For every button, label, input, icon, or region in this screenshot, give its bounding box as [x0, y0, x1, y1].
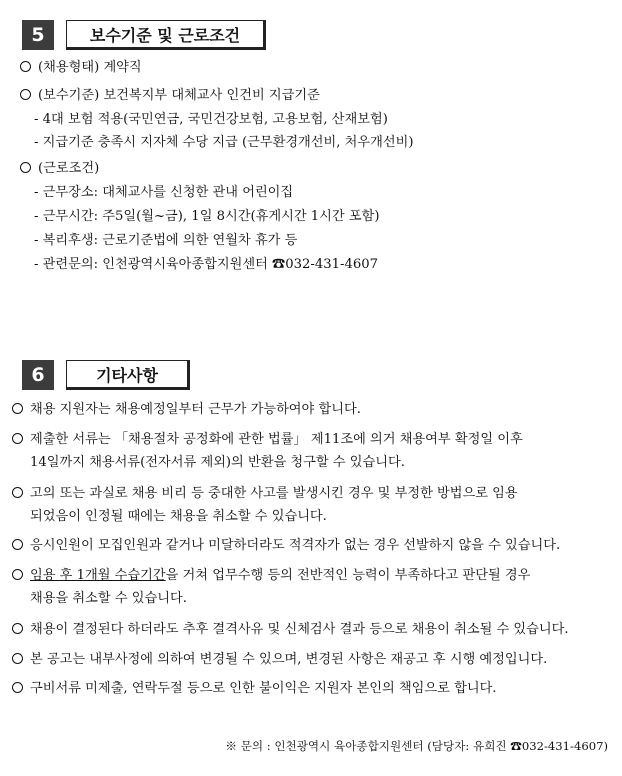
item-text: - 근무장소: 대체교사를 신청한 관내 어린이집 [34, 185, 294, 200]
item-text: 채용이 결정된다 하더라도 추후 결격사유 및 신체검사 결과 등으로 채용이 취소될 수 있습니다. [30, 622, 569, 637]
list-item [34, 183, 293, 203]
item-underlined-text: 임용 후 1개월 수습기간 [30, 568, 166, 583]
section-5-header [22, 20, 266, 50]
list-item [20, 159, 99, 179]
circle-bullet-icon [20, 61, 31, 72]
contact-note: ※ 문의 : 인천광역시 육아종합지원센터 (담당자: 유희진 ☎032-431-4607) [225, 739, 608, 753]
circle-bullet-icon [12, 487, 23, 498]
item-text: - 4대 보험 적용(국민연금, 국민건강보험, 고용보험, 산재보험) [34, 112, 388, 127]
list-item [34, 231, 297, 251]
item-text: 구비서류 미제출, 연락두절 등으로 인한 불이익은 지원자 본인의 책임으로 합니다. [30, 681, 497, 696]
section-6-number: 6 [22, 360, 54, 390]
circle-bullet-icon [20, 89, 31, 100]
item-text: - 지급기준 충족시 지자체 수당 지급 (근무환경개선비, 처우개선비) [34, 135, 414, 150]
list-item [12, 620, 569, 640]
item-text: 제출한 서류는 「채용절차 공정화에 관한 법률」 제11조에 의거 채용여부 확정일 이후 [30, 432, 523, 447]
section-5-number: 5 [22, 20, 54, 50]
circle-bullet-icon [12, 682, 23, 693]
item-text: (보수기준) 보건복지부 대체교사 인건비 지급기준 [38, 88, 320, 103]
item-text: 응시인원이 모집인원과 같거나 미달하더라도 적격자가 없는 경우 선발하지 않을 수 있습니다. [30, 538, 561, 553]
circle-bullet-icon [20, 162, 31, 173]
item-text: 14일까지 채용서류(전자서류 제외)의 반환을 청구할 수 있습니다. [30, 455, 405, 470]
list-item [12, 484, 518, 504]
item-text: (채용형태) 계약직 [38, 60, 142, 75]
list-item [34, 133, 414, 153]
section-6-title: 기타사항 [66, 360, 190, 390]
list-item [12, 430, 523, 450]
list-item [12, 400, 361, 420]
list-item [12, 566, 530, 586]
circle-bullet-icon [12, 569, 23, 580]
list-item [34, 207, 379, 227]
list-item [34, 110, 388, 130]
item-text: 채용을 취소할 수 있습니다. [30, 591, 187, 606]
list-item [20, 58, 142, 78]
list-item [30, 507, 327, 527]
list-item [20, 86, 320, 106]
item-text: 본 공고는 내부사정에 의하여 변경될 수 있으며, 변경된 사항은 재공고 후 시행 예정입니다. [30, 652, 548, 667]
list-item [12, 536, 560, 556]
circle-bullet-icon [12, 623, 23, 634]
circle-bullet-icon [12, 433, 23, 444]
item-text: - 관련문의: 인천광역시육아종합지원센터 ☎032-431-4607 [34, 257, 379, 272]
circle-bullet-icon [12, 653, 23, 664]
item-text: 되었음이 인정될 때에는 채용을 취소할 수 있습니다. [30, 509, 327, 524]
item-text: - 근무시간: 주5일(월~금), 1일 8시간(휴게시간 1시간 포함) [34, 209, 380, 224]
list-item [12, 679, 497, 699]
list-item [30, 589, 187, 609]
item-text: - 복리후생: 근로기준법에 의한 연월차 휴가 등 [34, 233, 298, 248]
item-text: 고의 또는 과실로 채용 비리 등 중대한 사고를 발생시킨 경우 및 부정한 방법으로 임용 [30, 486, 518, 501]
list-item [12, 650, 547, 670]
circle-bullet-icon [12, 403, 23, 414]
item-text: 을 거쳐 업무수행 등의 전반적인 능력이 부족하다고 판단될 경우 [165, 568, 531, 583]
circle-bullet-icon [12, 539, 23, 550]
section-6-header [22, 360, 190, 390]
list-item [30, 453, 405, 473]
list-item [34, 255, 378, 275]
item-text: (근로조건) [38, 161, 100, 176]
item-text: 채용 지원자는 채용예정일부터 근무가 가능하여야 합니다. [30, 402, 361, 417]
section-5-title: 보수기준 및 근로조건 [66, 20, 266, 50]
